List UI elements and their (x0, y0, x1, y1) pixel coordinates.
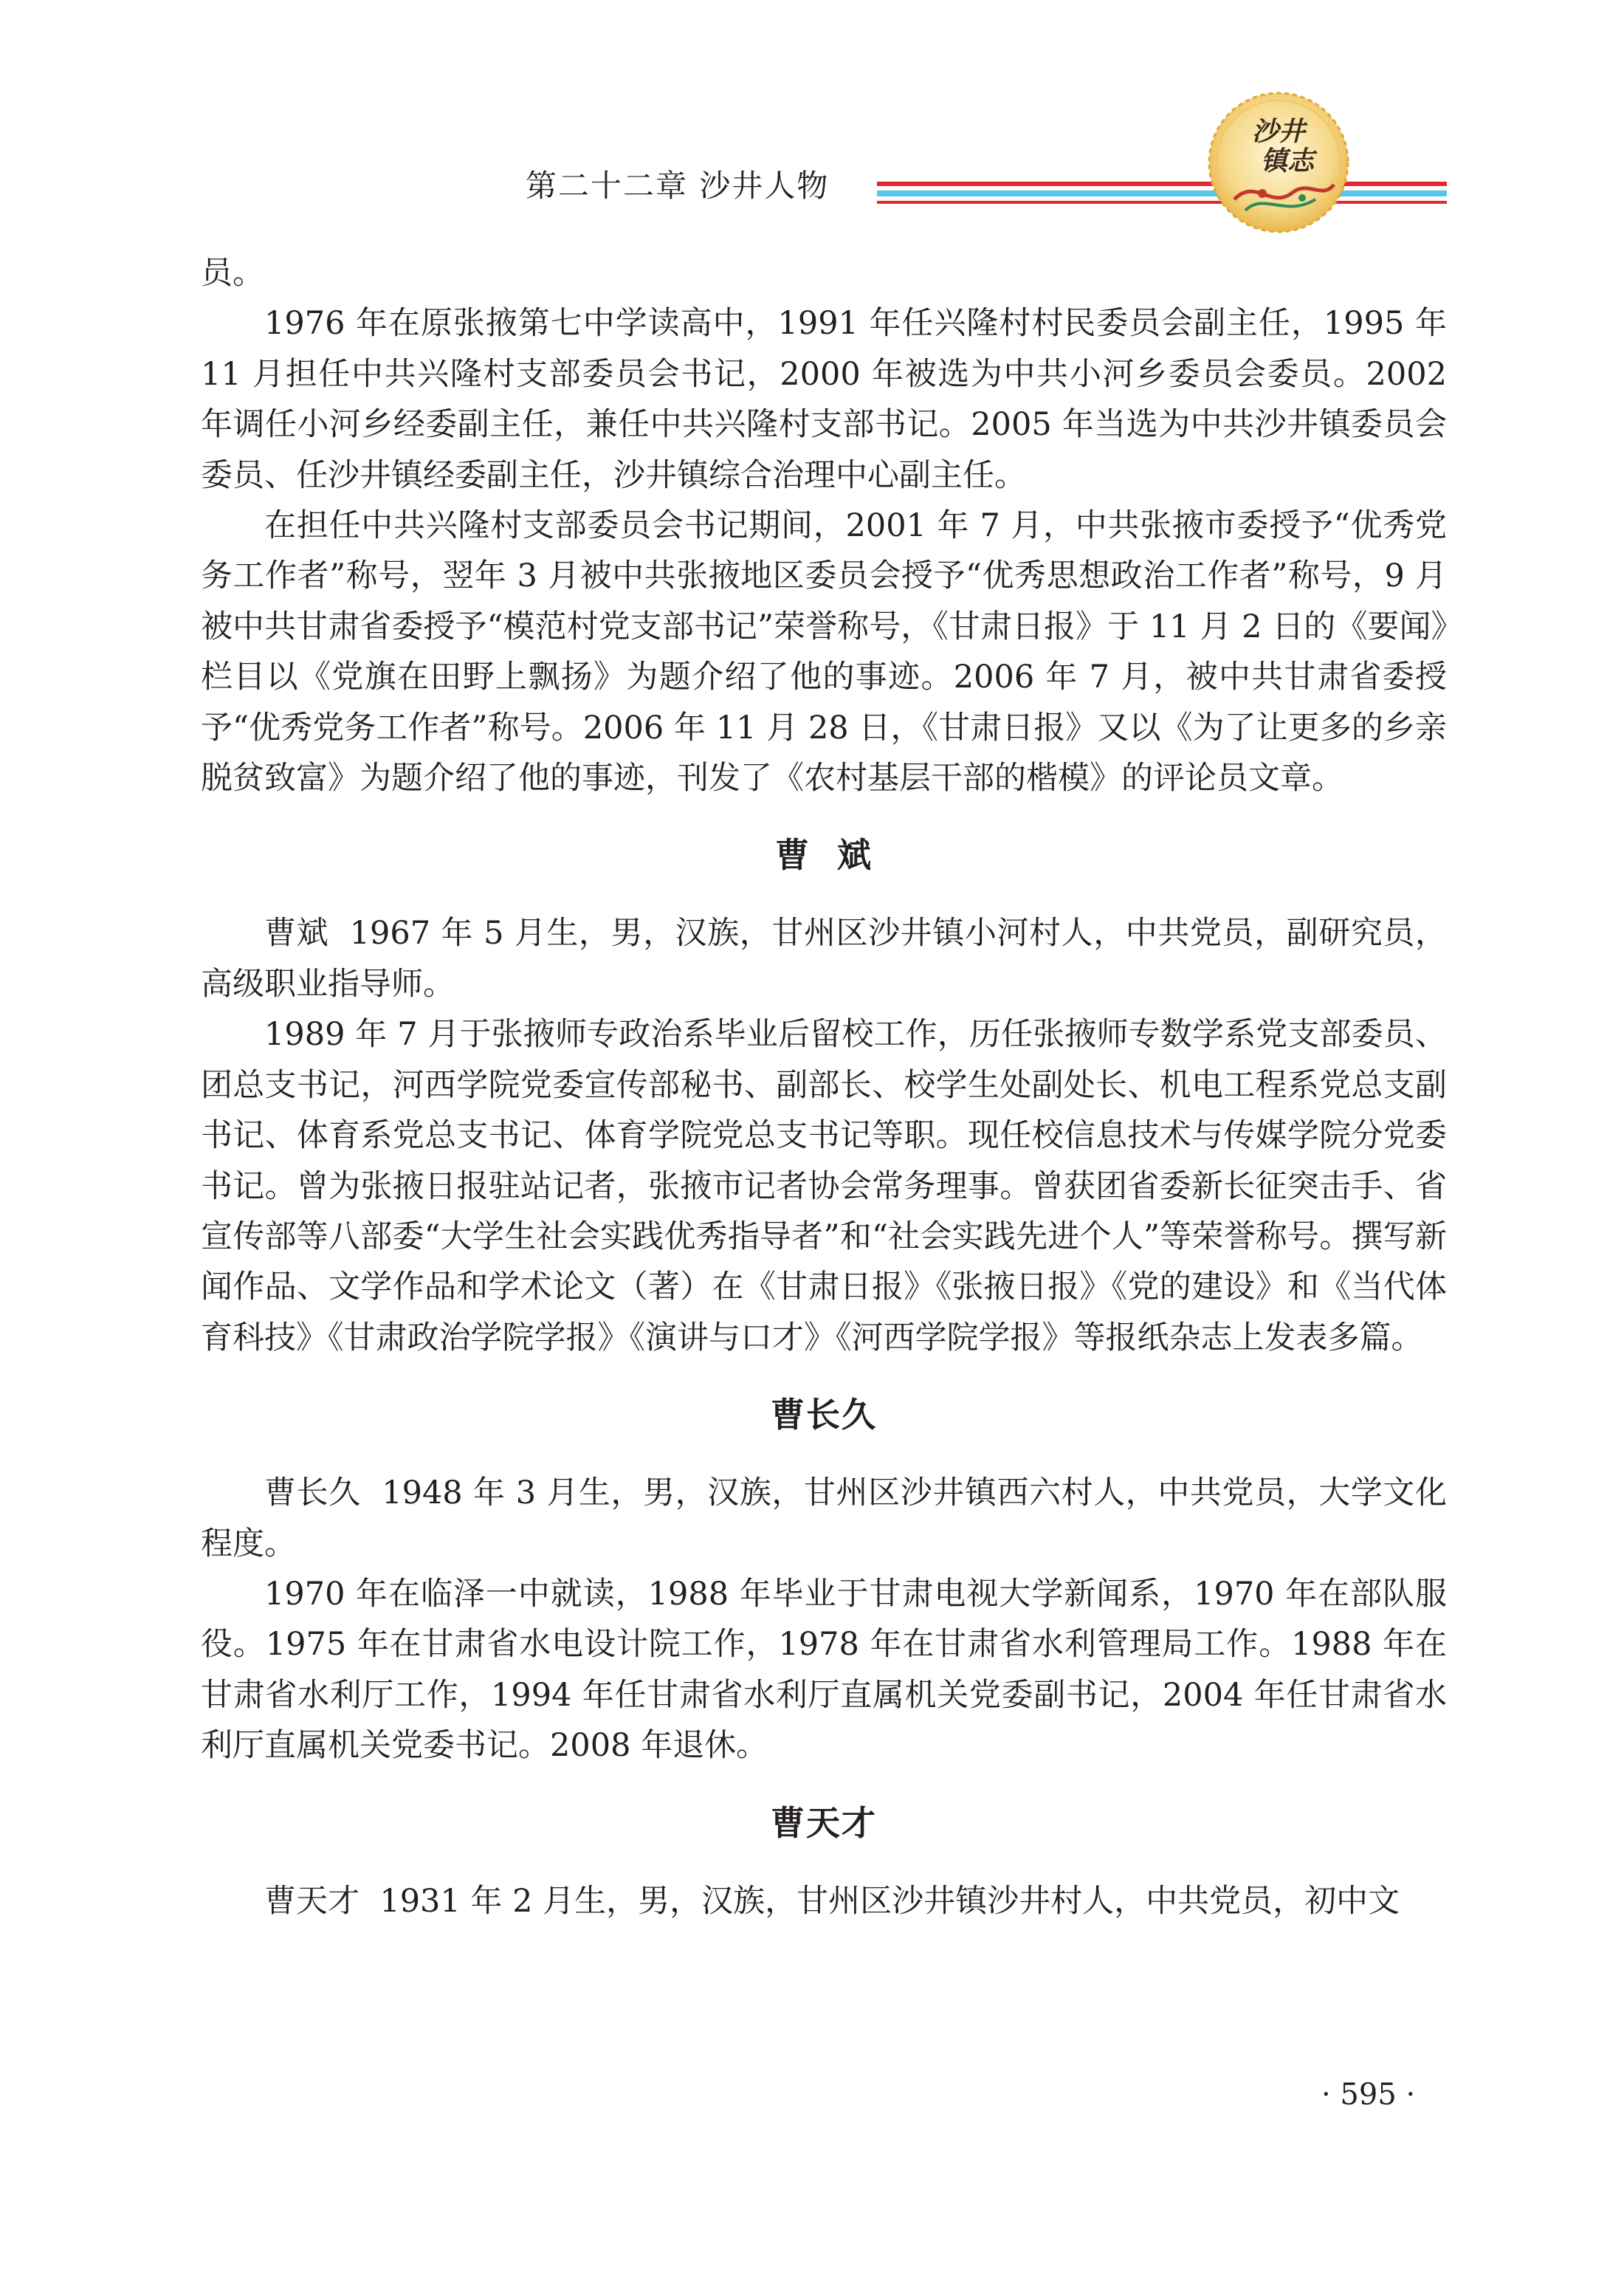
header-rule-red-lower (877, 201, 1447, 204)
main-content (201, 248, 1447, 1926)
page-header (0, 0, 1624, 222)
paragraph: 1970 年在临泽一中就读，1988 年毕业于甘肃电视大学新闻系，1970 年在部队服役。1975 年在甘肃省水电设计院工作，1978 年在甘肃省水利管理局工作。1988 年在甘肃省水利厅工作，1994 年任甘肃省水利厅直属机关党委副书记，2004 年任甘肃省水利厅直属机关党委书记。2008 年退休。 (201, 1575, 1447, 1765)
emblem-text-bottom: 镇志 (1260, 145, 1315, 176)
header-rule-red (877, 182, 1447, 186)
emblem-logo-icon (1205, 89, 1352, 236)
header-rule-blue (877, 190, 1447, 196)
section-heading-cao-tiancai: 曹天才 (771, 1802, 877, 1843)
emblem-text-top: 沙井 (1251, 116, 1306, 147)
paragraph: 1976 年在原张掖第七中学读高中，1991 年任兴隆村村民委员会副主任，1995 年 11 月担任中共兴隆村支部委员会书记，2000 年被选为中共小河乡委员会委员。2002 年调任小河乡经委副主任，兼任中共兴隆村支部书记。2005 年当选为中共沙井镇委员会委员、任沙井镇经委副主任，沙井镇综合治理中心副主任。 (201, 305, 1447, 494)
paragraph-continuation: 员。 (201, 255, 264, 292)
paragraph: 曹天才 1931 年 2 月生，男，汉族，甘州区沙井镇沙井村人，中共党员，初中文 (264, 1882, 1400, 1920)
paragraph: 曹长久 1948 年 3 月生，男，汉族，甘州区沙井镇西六村人，中共党员，大学文化程度。 (201, 1474, 1447, 1562)
section-heading-cao-changjiu: 曹长久 (771, 1395, 877, 1435)
page-number: · 595 · (1321, 2078, 1416, 2112)
chapter-title: 第二十二章 沙井人物 (526, 168, 830, 204)
paragraph: 1989 年 7 月于张掖师专政治系毕业后留校工作，历任张掖师专数学系党支部委员、团总支书记，河西学院党委宣传部秘书、副部长、校学生处副处长、机电工程系党总支副书记、体育系党总支书记、体育学院党总支书记等职。现任校信息技术与传媒学院分党委书记。曾为张掖日报驻站记者，张掖市记者协会常务理事。曾获团省委新长征突击手、省宣传部等八部委“大学生社会实践优秀指导者”和“社会实践先进个人”等荣誉称号。撰写新闻作品、文学作品和学术论文（著）在《甘肃日报》《张掖日报》《党的建设》和《当代体育科技》《甘肃政治学院学报》《演讲与口才》《河西学院学报》等报纸杂志上发表多篇。 (201, 1016, 1447, 1356)
section-heading-cao-bin: 曹 斌 (774, 835, 873, 876)
paragraph: 曹斌 1967 年 5 月生，男，汉族，甘州区沙井镇小河村人，中共党员，副研究员，高级职业指导师。 (201, 915, 1447, 1003)
paragraph: 在担任中共兴隆村支部委员会书记期间，2001 年 7 月，中共张掖市委授予“优秀党务工作者”称号，翌年 3 月被中共张掖地区委员会授予“优秀思想政治工作者”称号，9 月被中共甘肃省委授予“模范村党支部书记”荣誉称号，《甘肃日报》于 11 月 2 日的《要闻》栏目以《党旗在田野上飘扬》为题介绍了他的事迹。2006 年 7 月，被中共甘肃省委授予“优秀党务工作者”称号。2006 年 11 月 28 日，《甘肃日报》又以《为了让更多的乡亲脱贫致富》为题介绍了他的事迹，刊发了《农村基层干部的楷模》的评论员文章。 (201, 507, 1447, 797)
